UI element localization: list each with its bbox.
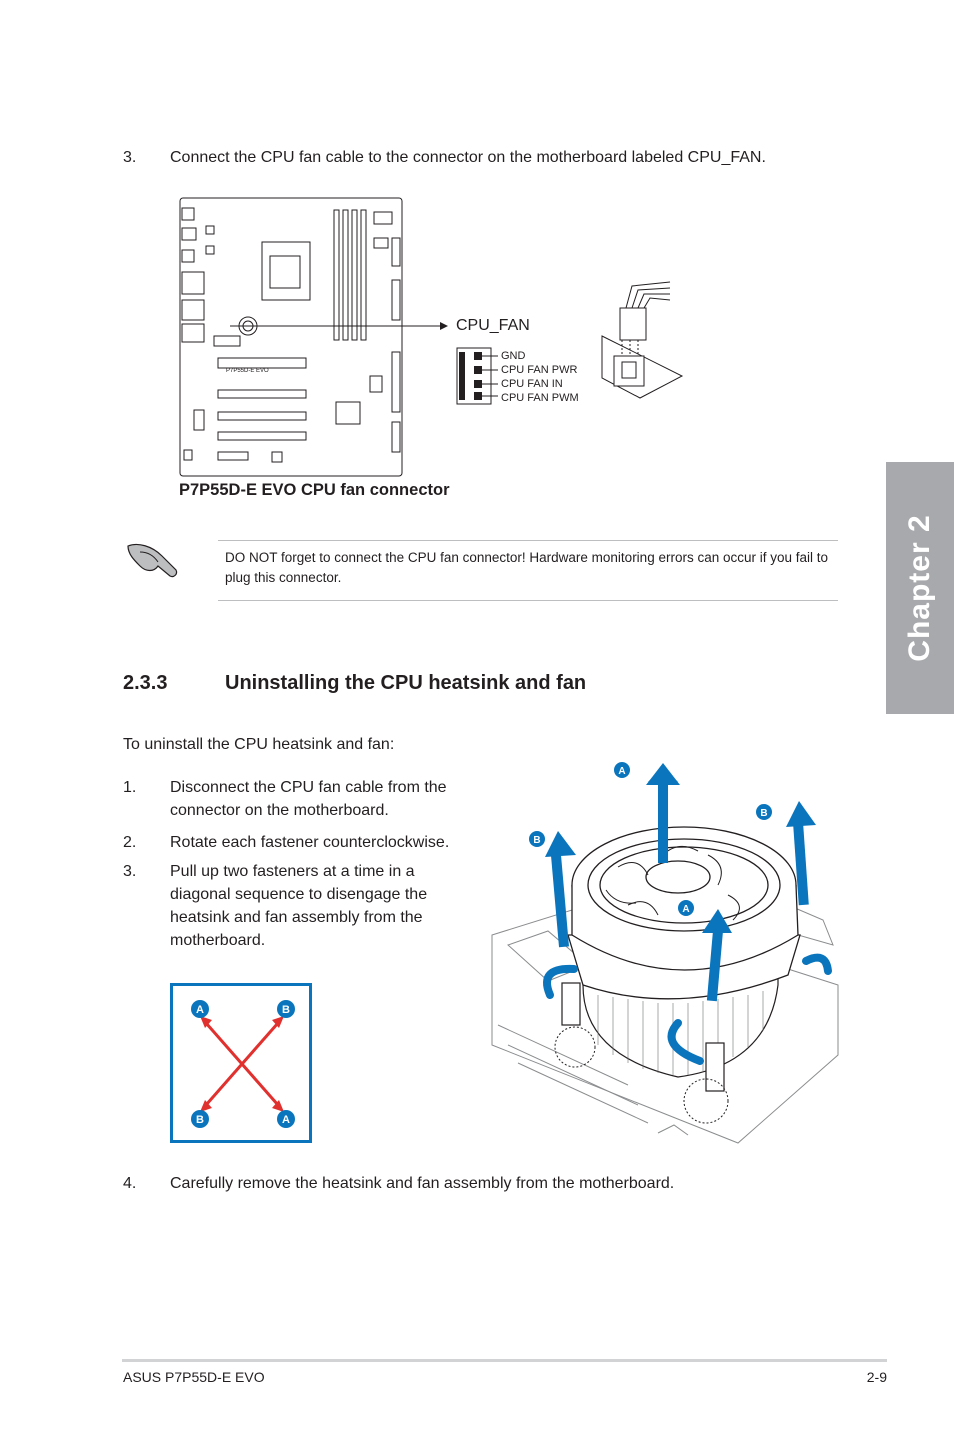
arrow-label: B [533,835,541,846]
chapter-tab-label: Chapter 2 [903,514,936,662]
note-bottom-rule [218,600,838,601]
diagonal-sequence-diagram [170,983,312,1143]
sequence-label: B [282,1004,290,1016]
pin-label: CPU FAN PWM [501,392,579,404]
page-number: 2-9 [866,1369,887,1385]
sequence-label: A [196,1004,204,1016]
chapter-tab [886,462,954,714]
step-text: Pull up two fasteners at a time in a diagonal sequence to disengage the heatsink and fan assembly from the motherboard. [170,863,428,949]
step-number: 3. [123,863,137,880]
sequence-label: A [282,1114,290,1126]
arrow-label: A [618,766,626,777]
step-text: Disconnect the CPU fan cable from the connector on the motherboard. [170,779,447,819]
arrow-label: B [760,808,768,819]
note-top-rule [218,540,838,541]
section-title: Uninstalling the CPU heatsink and fan [225,672,587,694]
step-number: 1. [123,779,137,796]
pin-label: CPU FAN IN [501,378,563,390]
section-number: 2.3.3 [123,672,168,694]
sequence-label: B [196,1114,204,1126]
pin-label: CPU FAN PWR [501,364,578,376]
hand-note-icon [124,536,180,582]
heatsink-illustration [488,755,843,1145]
step-number: 3. [123,149,137,166]
motherboard-diagram [170,190,700,490]
step-text: Connect the CPU fan cable to the connector on the motherboard labeled CPU_FAN. [170,149,766,166]
footer-rule [122,1359,887,1362]
diagram-caption: P7P55D-E EVO CPU fan connector [179,481,450,499]
board-label: P7P55D-E EVO [226,368,269,374]
arrow-label: A [682,904,690,915]
fan-plug-illustration [602,282,682,398]
note-text: DO NOT forget to connect the CPU fan connector! Hardware monitoring errors can occur if you fail to plug this connector. [225,550,829,585]
pin-label: GND [501,350,526,362]
intro-text: To uninstall the CPU heatsink and fan: [123,736,395,753]
footer-title: ASUS P7P55D-E EVO [123,1369,265,1385]
connector-label: CPU_FAN [456,317,530,334]
step-text: Rotate each fastener counterclockwise. [170,834,450,851]
step-number: 2. [123,834,137,851]
step-text: Carefully remove the heatsink and fan assembly from the motherboard. [170,1175,675,1192]
step-number: 4. [123,1175,137,1192]
